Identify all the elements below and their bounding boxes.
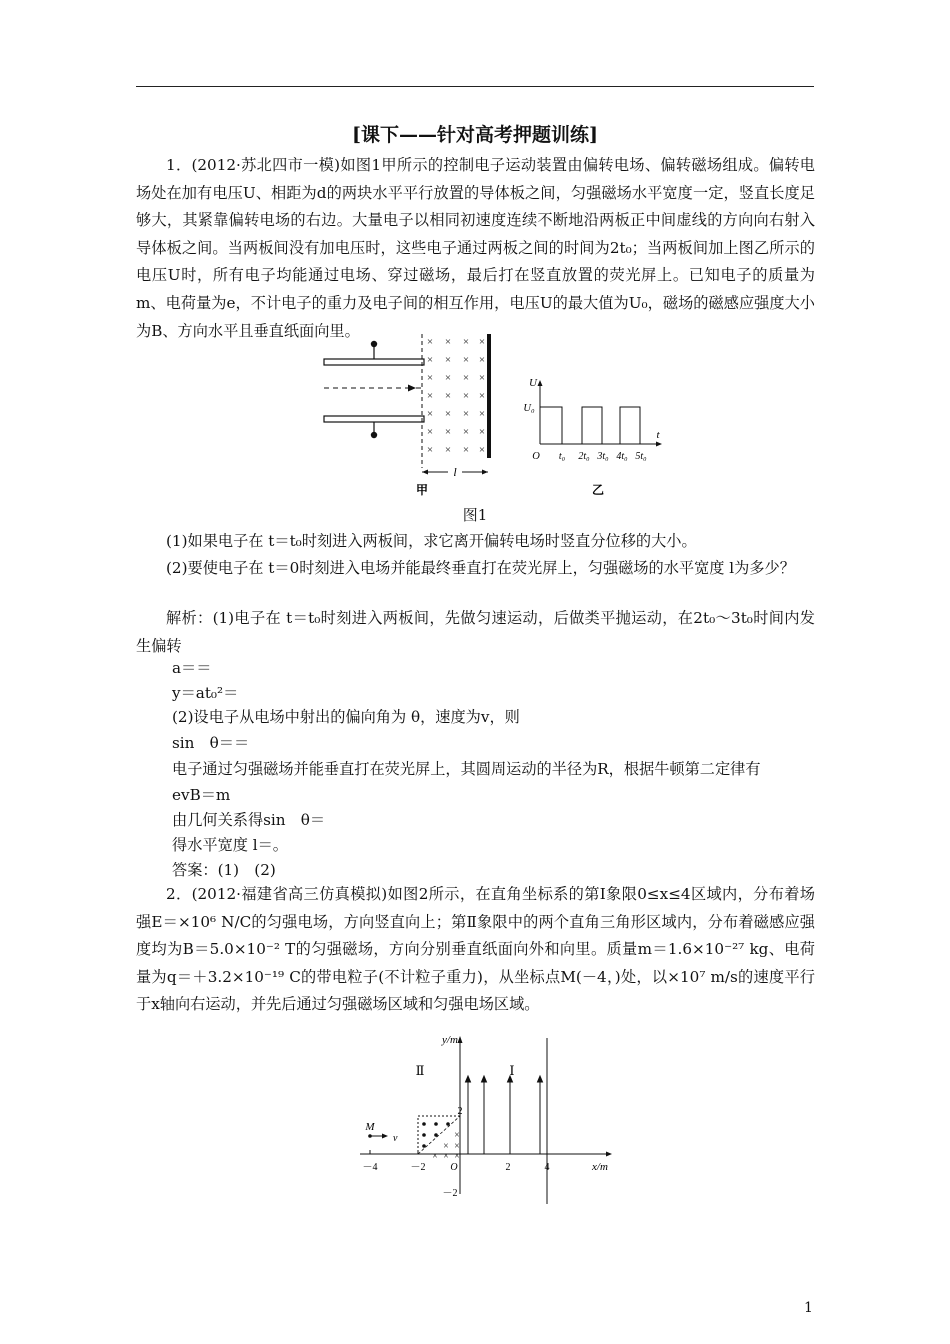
- figure-1-yi-voltage-graph: [523, 377, 662, 497]
- figure-1: [318, 332, 658, 500]
- svg-text:×: ×: [454, 1151, 460, 1162]
- page-number: 1: [804, 1300, 813, 1316]
- svg-text:×: ×: [444, 408, 452, 420]
- label-M: M: [365, 1121, 375, 1133]
- svg-text:×: ×: [426, 372, 434, 384]
- svg-text:×: ×: [444, 390, 452, 402]
- tick-y-2: 2: [457, 1106, 463, 1117]
- svg-text:×: ×: [426, 390, 434, 402]
- label-3t0: 3t₀: [597, 451, 609, 462]
- label-region-I: Ⅰ: [509, 1063, 515, 1078]
- svg-text:×: ×: [454, 1130, 460, 1141]
- svg-text:×: ×: [462, 390, 470, 402]
- label-t0: t₀: [558, 451, 566, 462]
- solution-part-3: 电子通过匀强磁场并能垂直打在荧光屏上，其圆周运动的半径为R，根据牛顿第二定律有: [172, 760, 761, 778]
- sub-question-2: (2)要使电子在 t＝0时刻进入电场并能最终垂直打在荧光屏上，匀强磁场的水平宽度 l为多少？: [166, 559, 795, 577]
- answer-line: 答案：(1) (2): [172, 861, 276, 879]
- tick-x-4: 4: [544, 1162, 550, 1173]
- svg-text:×: ×: [444, 354, 452, 366]
- svg-text:×: ×: [444, 372, 452, 384]
- svg-text:×: ×: [426, 426, 434, 438]
- equation-sin: sin θ＝＝: [172, 734, 250, 752]
- label-l: l: [453, 465, 457, 479]
- label-region-II: Ⅱ: [415, 1063, 425, 1078]
- label-t: t: [656, 429, 660, 441]
- svg-text:×: ×: [426, 354, 434, 366]
- solution-part-1: 解析：(1)电子在 t＝t₀时刻进入两板间，先做匀速运动，后做类平抛运动，在2t₀～3t₀时间内发生偏转: [136, 609, 815, 655]
- solution-part-2: (2)设电子从电场中射出的偏向角为 θ，速度为v，则: [172, 708, 520, 726]
- svg-text:×: ×: [454, 1141, 460, 1152]
- tick-x-neg4: －4: [362, 1162, 378, 1173]
- label-yi: 乙: [591, 483, 605, 497]
- svg-text:×: ×: [478, 390, 486, 402]
- svg-text:×: ×: [478, 426, 486, 438]
- equation-a: a＝＝: [172, 659, 212, 677]
- svg-text:×: ×: [444, 444, 452, 456]
- label-5t0: 5t₀: [635, 451, 647, 462]
- figure-1-caption: 图1: [462, 506, 488, 524]
- tick-x-2: 2: [505, 1162, 511, 1173]
- question-1-text: 1．(2012·苏北四市一模)如图1甲所示的控制电子运动装置由偏转电场、偏转磁场组成。偏转电场处在加有电压U、相距为d的两块水平平行放置的导体板之间，匀强磁场水平宽度一定，竖直长度足够大，其紧靠偏转电场的右边。大量电子以相同初速度连续不断地沿两板正中间虚线的方向向右射入导体板之间。当两板间没有加电压时，这些电子通过两板之间的时间为2t₀；当两板间加上图乙所示的电压U时，所有电子均能通过电场、穿过磁场，最后打在竖直放置的荧光屏上。已知电子的质量为m、电荷量为e，不计电子的重力及电子间的相互作用，电压U的最大值为U₀，磁场的磁感应强度大小为B、方向水平且垂直纸面向里。: [136, 156, 815, 340]
- solution-part-5: 得水平宽度 l＝。: [172, 836, 288, 854]
- svg-text:×: ×: [426, 408, 434, 420]
- label-y-axis: y/m: [442, 1034, 458, 1046]
- svg-text:×: ×: [478, 444, 486, 456]
- svg-text:×: ×: [478, 408, 486, 420]
- svg-text:×: ×: [444, 336, 452, 348]
- svg-text:×: ×: [426, 336, 434, 348]
- tick-x-neg2: －2: [410, 1162, 426, 1173]
- svg-text:×: ×: [443, 1151, 449, 1162]
- tick-y-neg2: －2: [442, 1188, 458, 1199]
- svg-text:×: ×: [478, 354, 486, 366]
- svg-text:×: ×: [462, 444, 470, 456]
- label-x-axis: x/m: [592, 1161, 608, 1173]
- figure-1-jia-apparatus: [324, 334, 491, 497]
- label-v: v: [393, 1133, 398, 1144]
- svg-text:×: ×: [478, 336, 486, 348]
- sub-question-1: (1)如果电子在 t＝t₀时刻进入两板间，求它离开偏转电场时竖直分位移的大小。: [166, 532, 697, 550]
- label-U: U: [529, 377, 537, 389]
- page-title: [课下——针对高考押题训练]: [352, 124, 598, 146]
- label-4t0: 4t₀: [616, 451, 628, 462]
- svg-text:×: ×: [462, 372, 470, 384]
- equation-evB: evB＝m: [172, 786, 231, 804]
- equation-y: y＝at₀²＝: [172, 684, 239, 702]
- solution-part-4: 由几何关系得sin θ＝: [172, 811, 326, 829]
- svg-text:×: ×: [462, 408, 470, 420]
- label-O: O: [532, 451, 540, 462]
- svg-text:×: ×: [443, 1141, 449, 1152]
- figure-2: [360, 1034, 620, 1204]
- label-jia: 甲: [415, 483, 429, 497]
- svg-text:×: ×: [432, 1151, 438, 1162]
- label-U0: U₀: [523, 403, 535, 414]
- svg-text:×: ×: [462, 354, 470, 366]
- tick-origin: O: [450, 1162, 458, 1173]
- question-2-text: 2．(2012·福建省高三仿真模拟)如图2所示，在直角坐标系的第Ⅰ象限0≤x≤4区域内，分布着场强E＝×10⁶ N/C的匀强电场，方向竖直向上；第Ⅱ象限中的两个直角三角形区域内，分布着磁感应强度均为B＝5.0×10⁻² T的匀强磁场，方向分别垂直纸面向外和向里。质量m＝1.6×10⁻²⁷ kg、电荷量为q＝＋3.2×10⁻¹⁹ C的带电粒子(不计粒子重力)，从坐标点M(－4，)处，以×10⁷ m/s的速度平行于x轴向右运动，并先后通过匀强磁场区域和匀强电场区域。: [136, 885, 815, 1014]
- header-rule: [136, 86, 814, 87]
- svg-text:×: ×: [478, 372, 486, 384]
- svg-text:×: ×: [444, 426, 452, 438]
- svg-text:×: ×: [462, 426, 470, 438]
- svg-text:×: ×: [462, 336, 470, 348]
- svg-text:×: ×: [426, 444, 434, 456]
- label-2t0: 2t₀: [578, 451, 590, 462]
